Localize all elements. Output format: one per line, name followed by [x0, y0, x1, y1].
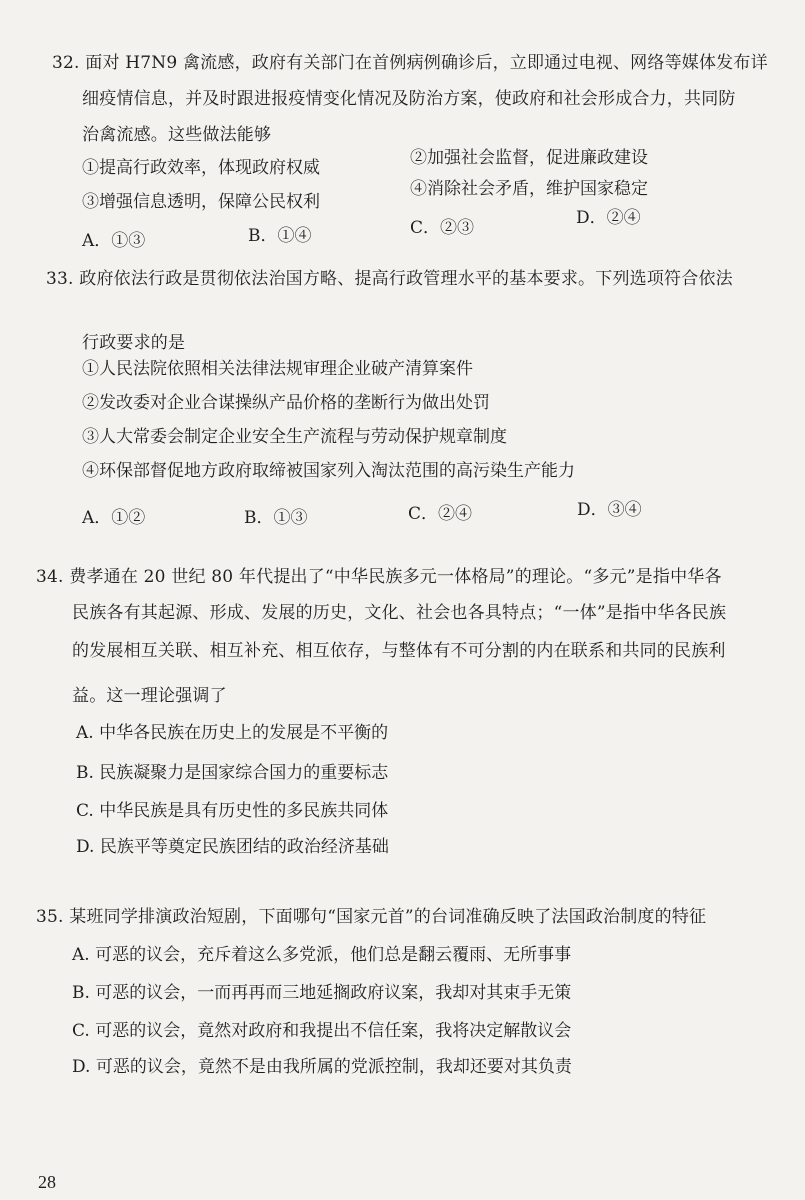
q32-stem-line-2: 细疫情信息，并及时跟进报疫情变化情况及防治方案，使政府和社会形成合力，共同防 — [82, 89, 736, 109]
q34-choice-b[interactable]: B. 民族凝聚力是国家综合国力的重要标志 — [76, 763, 389, 783]
q33-choice-b[interactable]: B．①③ — [244, 508, 308, 528]
q33-item-3: ③人大常委会制定企业安全生产流程与劳动保护规章制度 — [82, 427, 507, 447]
page-number: 28 — [38, 1172, 56, 1192]
q32-item-3: ③增强信息透明，保障公民权利 — [82, 192, 320, 212]
q34-stem-line-3: 的发展相互关联、相互补充、相互依存，与整体有不可分割的内在联系和共同的民族利 — [72, 641, 726, 661]
q34-choice-a[interactable]: A. 中华各民族在历史上的发展是不平衡的 — [76, 723, 389, 743]
q33-choice-c[interactable]: C．②④ — [408, 504, 473, 524]
q33-choice-a[interactable]: A．①② — [82, 508, 146, 528]
q33-item-4: ④环保部督促地方政府取缔被国家列入淘汰范围的高污染生产能力 — [82, 461, 575, 481]
q32-choice-b[interactable]: B．①④ — [248, 226, 312, 246]
q34-stem-line-4: 益。这一理论强调了 — [72, 686, 227, 706]
q33-stem-line-1: 33. 政府依法行政是贯彻依法治国方略、提高行政管理水平的基本要求。下列选项符合依法 — [46, 269, 733, 289]
q34-stem-line-1: 34. 费孝通在 20 世纪 80 年代提出了“中华民族多元一体格局”的理论。“多元”是指中华各 — [36, 567, 722, 587]
q32-stem-line-3: 治禽流感。这些做法能够 — [82, 125, 272, 145]
q32-item-2: ②加强社会监督，促进廉政建设 — [410, 148, 648, 168]
q32-choice-d[interactable]: D．②④ — [576, 208, 641, 228]
q35-choice-b[interactable]: B. 可恶的议会，一而再再而三地延搁政府议案，我却对其束手无策 — [72, 983, 572, 1003]
q35-choice-a[interactable]: A. 可恶的议会，充斥着这么多党派，他们总是翻云覆雨、无所事事 — [72, 945, 572, 965]
q32-choice-a[interactable]: A．①③ — [82, 231, 146, 251]
q32-stem-line-1: 32. 面对 H7N9 禽流感，政府有关部门在首例病例确诊后，立即通过电视、网络等媒体发布详 — [52, 53, 768, 73]
q35-choice-c[interactable]: C. 可恶的议会，竟然对政府和我提出不信任案，我将决定解散议会 — [72, 1021, 572, 1041]
q33-choice-d[interactable]: D．③④ — [577, 500, 642, 520]
q35-stem-line-1: 35. 某班同学排演政治短剧，下面哪句“国家元首”的台词准确反映了法国政治制度的特征 — [36, 907, 707, 927]
q33-item-2: ②发改委对企业合谋操纵产品价格的垄断行为做出处罚 — [82, 393, 490, 413]
q34-choice-c[interactable]: C. 中华民族是具有历史性的多民族共同体 — [76, 801, 389, 821]
q33-item-1: ①人民法院依照相关法律法规审理企业破产清算案件 — [82, 359, 473, 379]
q34-choice-d[interactable]: D. 民族平等奠定民族团结的政治经济基础 — [76, 837, 389, 857]
q32-choice-c[interactable]: C．②③ — [410, 218, 475, 238]
q32-item-1: ①提高行政效率，体现政府权威 — [82, 158, 320, 178]
q34-stem-line-2: 民族各有其起源、形成、发展的历史，文化、社会也各具特点；“一体”是指中华各民族 — [72, 603, 727, 623]
q32-item-4: ④消除社会矛盾，维护国家稳定 — [410, 179, 648, 199]
q35-choice-d[interactable]: D. 可恶的议会，竟然不是由我所属的党派控制，我却还要对其负责 — [72, 1057, 572, 1077]
q33-stem-line-2: 行政要求的是 — [82, 333, 186, 353]
